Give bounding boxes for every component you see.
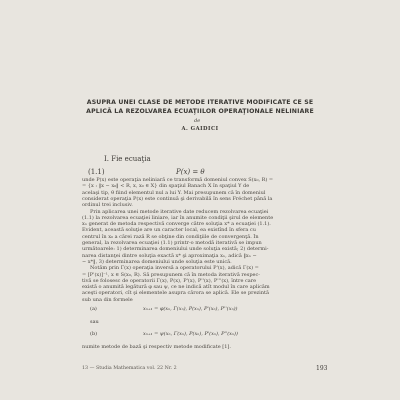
or-word: sau: [90, 319, 99, 325]
equation-a: xₙ₊₁ = φ(xₙ, Γ(xₙ), P(xₙ), P'(xₙ), P''(xₙ)): [143, 306, 238, 312]
author-name: A. GAIDICI: [181, 126, 219, 132]
equation-a-label: (a): [90, 306, 97, 312]
footer-left: 13 — Studia Mathematica vol. 22 Nr. 2: [82, 366, 177, 371]
section-heading: I. Fie ecuaţia: [104, 155, 151, 163]
body-line: Prin aplicarea unei metode iterative date reducem rezolvarea ecuaţiei: [90, 208, 269, 215]
body-line: (1.1) la rezolvarea ecuaţiei liniare, iar în anumite condiţii şirul de elemente: [82, 214, 274, 221]
body-line: sub una din formele: [82, 296, 133, 303]
body-line: acelaşi tip, θ fiind elementul nul a lui Y. Mai presupunem că în domeniul: [82, 189, 266, 196]
body-line: xₙ generat de metoda respectivă converge către soluţia x* a ecuaţiei (1.1).: [82, 221, 271, 228]
equation-1: P(x) = θ: [176, 168, 205, 176]
equation-1-number: (1.1): [88, 168, 105, 176]
title-line-2: APLICĂ LA REZOLVAREA ECUAŢIILOR OPERAŢIONALE NELINIARE: [86, 108, 314, 115]
body-line: tivă se folosesc de operatorii Γ(x), P(x), P'(x), P''(x), P'''(x), între care: [82, 277, 257, 284]
equation-b: xₙ₊₁ = ψ(xₙ, Γ(xₙ), P(xₙ), P'(xₙ), P''(xₙ)): [143, 331, 238, 337]
body-line: considerat operaţia P(x) este continuă şi derivabilă în sens Fréchet până la: [82, 195, 273, 202]
author-prefix: de: [194, 118, 201, 124]
body-line: = {x : ‖x − x₀‖ < R, x, x₀ ∈ X} din spaţiul Banach X în spaţiul Y de: [82, 183, 250, 190]
body-line: − x*‖, 3) determinarea domeniului unde soluţia este unică.: [82, 258, 232, 265]
page-number: 193: [316, 365, 328, 372]
body-line: general, la rezolvarea ecuaţiei (1.1) printr-o metodă iterativă se impun: [82, 240, 262, 246]
equation-b-label: (b): [90, 331, 98, 337]
body-line: centrul în x₀ a cărei rază R se obţine din condiţiile de convergenţă. În: [82, 233, 259, 240]
body-line: unde P(x) este operaţia neliniară ce transformă domeniul convex S(x₀, R) =: [82, 177, 274, 183]
closing-line: numite metode de bază şi respectiv metode modificate [1].: [82, 344, 231, 350]
body-line: Notăm prin Γ(x) operaţia inversă a operatorului P'(x), adică Γ(x) =: [90, 265, 259, 272]
body-line: aceşti operatori, cît şi elementele asupra cărora se aplică. Ele se prezintă: [82, 290, 269, 297]
body-line: există o anumită legătură φ sau ψ, ce ne indică atît modul în care aplicăm: [82, 284, 270, 291]
body-line: = [P'(x)]⁻¹, x ∈ S(x₀, R). Să presupunem că în metoda iterativă respec-: [82, 271, 260, 278]
body-line: Evident, această soluţie are un caracter local, ea existînd în sfera cu: [82, 227, 256, 234]
body-line: ordinul trei inclusiv.: [82, 202, 133, 209]
title-line-1: ASUPRA UNEI CLASE DE METODE ITERATIVE MODIFICATE CE SE: [86, 99, 314, 106]
body-line: narea distanţei dintre soluţia exactă x* şi aproximaţia xₙ, adică ‖xₙ −: [82, 252, 257, 259]
body-line: următoarele: 1) determinarea domeniului unde soluţia există; 2) determi-: [82, 246, 269, 253]
